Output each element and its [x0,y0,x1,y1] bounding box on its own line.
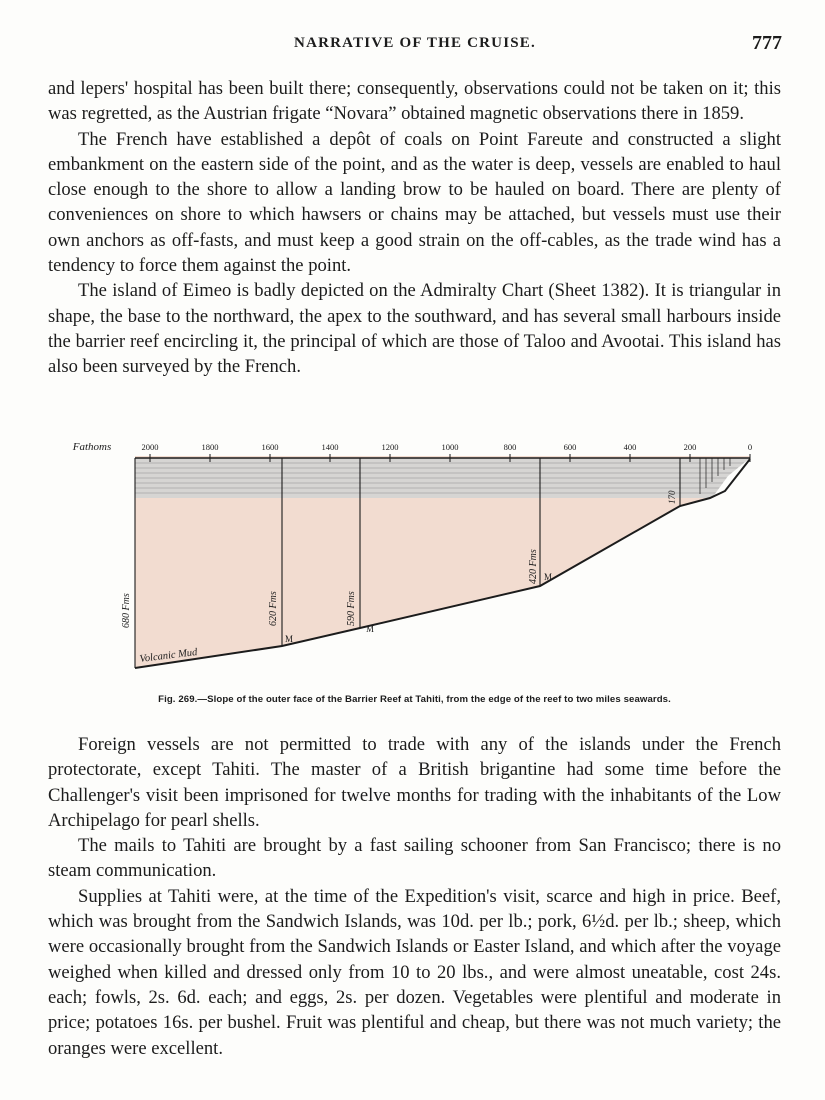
text-block-top [48,76,781,380]
sounding-label: 680 Fms [121,593,132,628]
sounding-label: 420 Fms [528,549,539,584]
scale-tick-label: 0 [747,442,753,452]
sounding-label: 590 Fms [346,591,357,626]
paragraph: Foreign vessels are not permitted to trade with any of the islands under the French protectorate, except Tahiti. The master of a British brigantine had some time before the Challenger's visit been imprisoned for twelve months for trading with the inhabitants of the Low Archipelago for pearl shells. [48,734,781,831]
bottom-label: Volcanic Mud [139,646,198,665]
scale-tick-label: 1600 [261,442,279,452]
figure-caption: Fig. 269.—Slope of the outer face of the Barrier Reef at Tahiti, from the edge of the reef to two miles seawards. [158,694,671,705]
scale-tick-label: 2000 [141,442,159,452]
scale-tick-label: 400 [623,442,637,452]
scale-tick-label: 1000 [441,442,459,452]
paragraph: The island of Eimeo is badly depicted on the Admiralty Chart (Sheet 1382). It is triangular in shape, the base to the northward, the apex to the southward, and has several small harbours inside the barrier reef encircling it, the principal of which are those of Taloo and Avootai. This island has also been surveyed by the French. [48,280,781,378]
paragraph: and lepers' hospital has been built there; consequently, observations could not be taken on it; this was regretted, as the Austrian frigate “Novara” obtained magnetic observations there in 1859. [48,78,781,125]
sounding-label: 620 Fms [268,591,279,626]
sounding-marker: M [285,634,294,644]
sounding-label: 170 [667,490,677,504]
paragraph: Supplies at Tahiti were, at the time of the Expedition's visit, scarce and high in price. Beef, which was brought from the Sandwich Islands, was 10d. per lb.; pork, 6½d. per lb.; sheep, which were occasionally brought from the Sandwich Islands or Easter Island, and which after the voyage weighed when killed and dressed only from 10 to 20 lbs., and were almost uneatable, cost 24s. each; fowls, 2s. 6d. each; and eggs, 2s. per dozen. Vegetables were plentiful and moderate in price; potatoes 16s. per bushel. Fruit was plentiful and cheap, but there was not much variety; the oranges were excellent. [48,885,781,1059]
scale-tick-label: 1400 [321,442,339,452]
scale-tick-label: 1200 [381,442,399,452]
page-number: 777 [752,32,782,54]
scale-tick-label: 800 [503,442,517,452]
sounding-marker: M [366,624,375,634]
paragraph: The mails to Tahiti are brought by a fast sailing schooner from San Francisco; there is no steam communication. [48,835,781,882]
axis-label: Fathoms [72,441,112,453]
scale-tick-label: 1800 [201,442,219,452]
scale-tick-label: 600 [563,442,577,452]
running-title: NARRATIVE OF THE CRUISE. [294,35,536,51]
sounding-marker: M [544,572,553,582]
page-header [48,32,782,58]
reef-slope-figure [60,436,770,676]
scale-tick-label: 200 [683,442,697,452]
paragraph: The French have established a depôt of coals on Point Fareute and constructed a slight embankment on the eastern side of the point, and as the water is deep, vessels are enabled to haul close enough to the shore to allow a landing brow to be hauled on board. There are plenty of conveniences on shore to which hawsers or chains may be attached, but vessels must use their own anchors as off-fasts, and must keep a good strain on the off-cables, as the trade wind has a tendency to force them against the point. [48,128,781,277]
text-block-bottom [48,732,781,1061]
